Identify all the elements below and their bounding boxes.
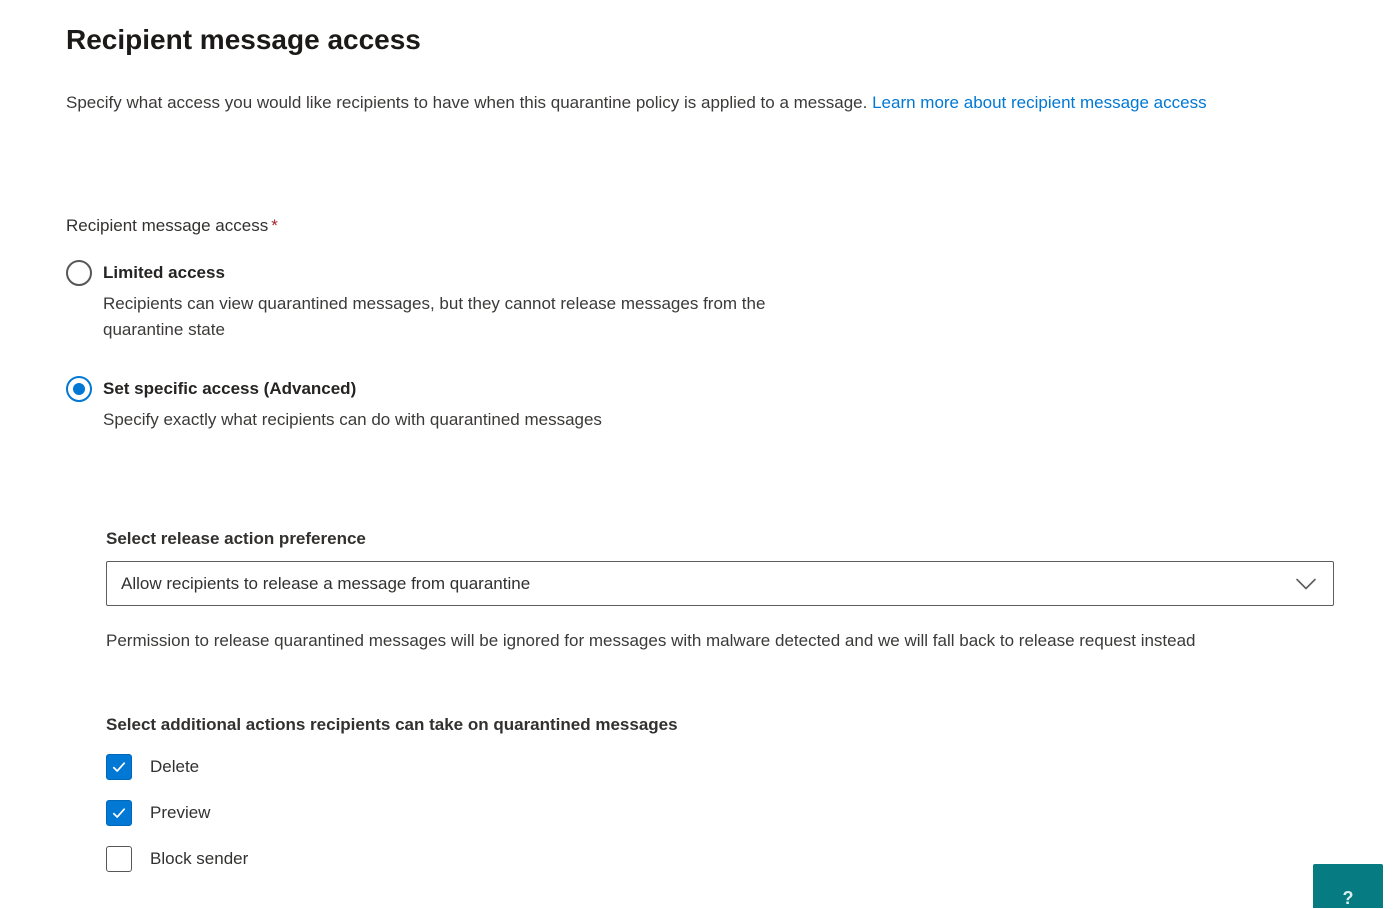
checkbox-delete[interactable]	[106, 754, 132, 780]
radio-limited-access-description: Recipients can view quarantined messages, but they cannot release messages from the quarantine state	[103, 294, 766, 339]
question-mark-icon: ?	[1342, 888, 1354, 908]
radio-limited-access-label[interactable]: Limited access	[103, 263, 225, 282]
release-preference-dropdown[interactable]	[106, 561, 1334, 606]
checkbox-row-preview[interactable]	[106, 800, 210, 826]
check-icon	[111, 805, 127, 821]
page-description-text: Specify what access you would like recipients to have when this quarantine policy is applied to a message.	[66, 93, 868, 112]
release-preference-selected-value: Allow recipients to release a message from quarantine	[121, 573, 531, 593]
checkbox-row-delete[interactable]	[106, 754, 199, 780]
checkbox-block-sender[interactable]	[106, 846, 132, 872]
additional-actions-label: Select additional actions recipients can take on quarantined messages	[106, 715, 678, 734]
learn-more-link[interactable]: Learn more about recipient message access	[872, 93, 1207, 112]
page-description	[66, 89, 1334, 117]
release-preference-label: Select release action preference	[106, 529, 366, 548]
radio-limited-access-button[interactable]	[66, 260, 92, 286]
page-title: Recipient message access	[66, 24, 421, 55]
help-button[interactable]	[1313, 864, 1383, 908]
chevron-down-icon	[1295, 577, 1317, 591]
recipient-access-label-text: Recipient message access	[66, 216, 269, 235]
radio-set-specific-access-button[interactable]	[66, 376, 92, 402]
checkbox-block-sender-label[interactable]: Block sender	[150, 849, 249, 868]
radio-option-set-specific-access[interactable]	[66, 376, 602, 433]
radio-set-specific-access-label[interactable]: Set specific access (Advanced)	[103, 379, 357, 398]
checkbox-row-block-sender[interactable]	[106, 846, 248, 872]
recipient-access-label	[66, 216, 278, 236]
release-preference-note: Permission to release quarantined messages will be ignored for messages with malware detected and we will fall back to release request instead	[106, 631, 1196, 650]
checkbox-delete-label[interactable]: Delete	[150, 757, 200, 776]
checkbox-preview[interactable]	[106, 800, 132, 826]
required-asterisk: *	[271, 216, 278, 235]
radio-option-limited-access[interactable]	[66, 260, 773, 343]
check-icon	[111, 759, 127, 775]
checkbox-preview-label[interactable]: Preview	[150, 803, 211, 822]
radio-set-specific-access-description: Specify exactly what recipients can do with quarantined messages	[103, 410, 602, 429]
